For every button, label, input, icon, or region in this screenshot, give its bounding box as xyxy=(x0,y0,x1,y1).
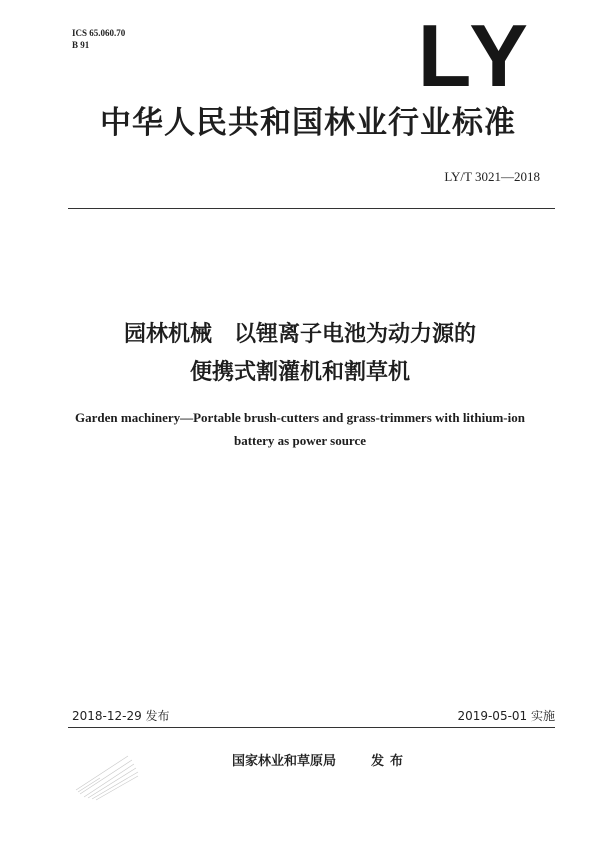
english-title-line-1: Garden machinery—Portable brush-cutters and grass-trimmers with lithium-ion xyxy=(75,410,525,425)
chinese-title-line-1: 园林机械 以锂离子电池为动力源的 xyxy=(123,322,476,347)
ccs-code: B 91 xyxy=(72,40,90,50)
issuing-authority: 国家林业和草原局 xyxy=(232,754,337,769)
ly-logo: LY xyxy=(417,6,534,105)
footer-divider xyxy=(68,727,555,728)
faint-stamp-icon xyxy=(70,742,160,802)
issue-date: 2018-12-29 发布 xyxy=(72,709,170,723)
standard-code: LY/T 3021—2018 xyxy=(444,169,540,184)
implementation-date: 2019-05-01 实施 xyxy=(457,709,555,723)
header-divider xyxy=(68,208,555,209)
standard-title: 中华人民共和国林业行业标准 xyxy=(100,105,516,141)
chinese-title-line-2: 便携式割灌机和割草机 xyxy=(189,360,410,385)
ics-code: ICS 65.060.70 xyxy=(72,28,126,38)
english-title-line-2: battery as power source xyxy=(233,433,367,448)
issue-label: 发布 xyxy=(371,754,410,769)
